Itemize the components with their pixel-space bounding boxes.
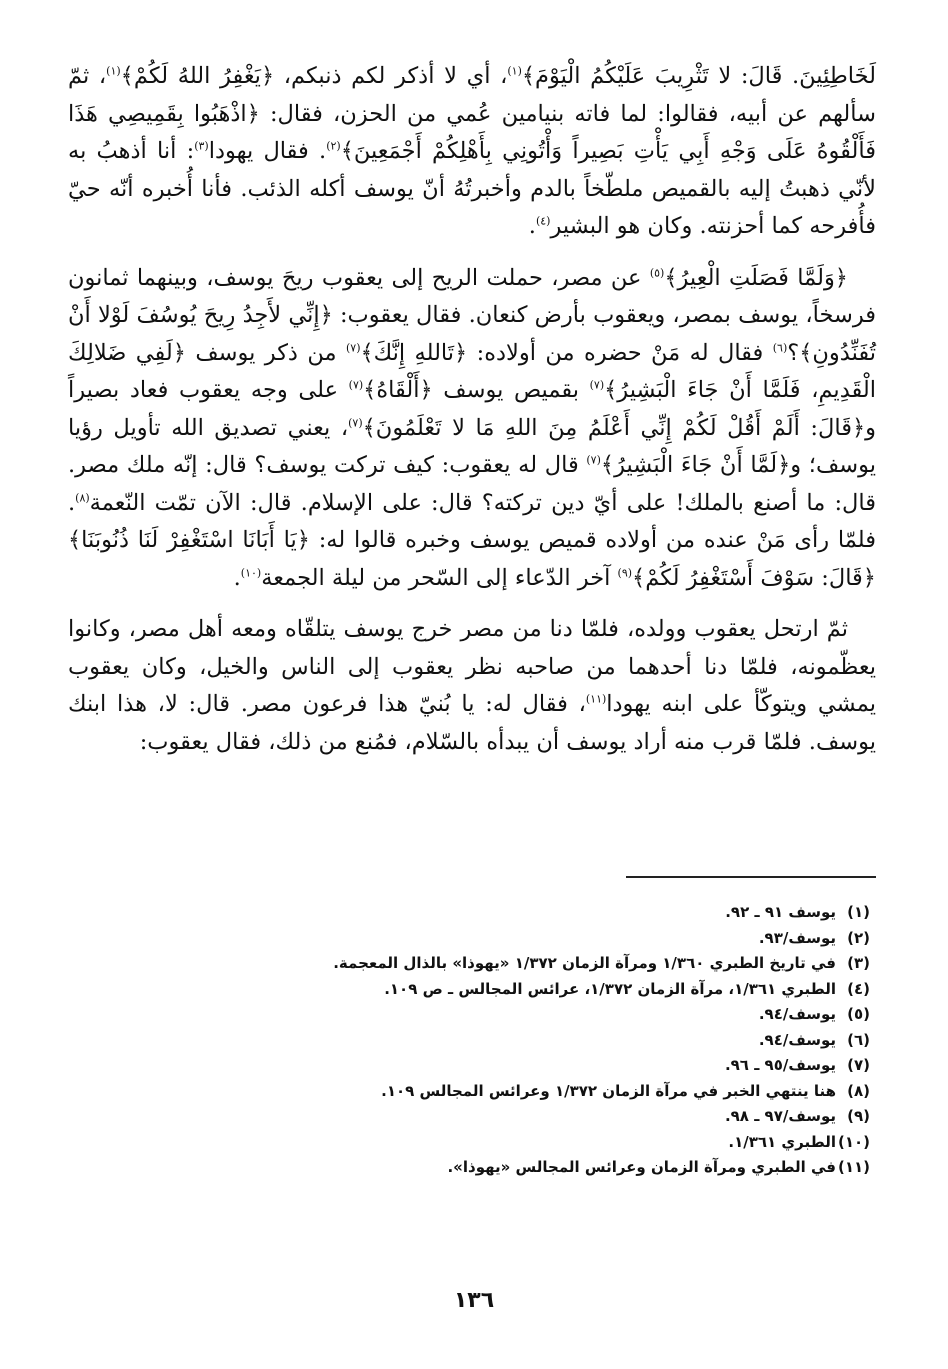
footnote-text: هنا ينتهي الخبر في مرآة الزمان ١/٣٧٢ وعرائس المجالس ١٠٩. bbox=[381, 1081, 836, 1100]
footnote-ref: (٧) bbox=[589, 378, 605, 392]
text-run: . فلمّا رأى مَنْ عنده من أولاده قميص يوسف وخبره قالوا له: ﴿يَا أَبَانَا اسْتَغْفِرْ لَنَا ذُنُوبَنَا﴾ ﴿قَالَ: سَوْفَ أَسْتَغْفِرُ لَكُمْ﴾ bbox=[68, 489, 876, 591]
paragraph-2 bbox=[68, 260, 876, 598]
text-run: . فقال يهودا bbox=[208, 138, 327, 164]
footnote-separator bbox=[626, 876, 876, 878]
text-run: قال له يعقوب: كيف تركت يوسف؟ قال: إنّه ملك مصر. قال: ما أصنع بالملك! على أيّ دين تركته؟ قال: على الإسلام. قال: الآن تمّت النّعمة bbox=[68, 452, 876, 516]
footnote-ref: (٢) bbox=[326, 139, 341, 153]
footnote-text: يوسف/٩٤. bbox=[758, 1005, 836, 1023]
footnote-ref: (١٠) bbox=[240, 566, 262, 579]
footnotes-list bbox=[80, 900, 870, 1181]
text-run: ثمّ ارتحل يعقوب وولده، فلمّا دنا من مصر خرج يوسف يتلقّاه ومعه أهل مصر، وكانوا يعظّمونه، فلمّا دنا أحدهما من صاحبه نظر يعقوب إلى الناس والخيل، وكان يعقوب يمشي ويتوكّأ على ابنه يهودا bbox=[68, 616, 876, 717]
footnote-ref: (٧) bbox=[348, 416, 363, 429]
footnote-text: يوسف/٩٣. bbox=[758, 928, 836, 947]
footnote-number: (٩) bbox=[847, 1107, 870, 1125]
page-number: ١٣٦ bbox=[453, 1288, 495, 1313]
footnote-item bbox=[80, 951, 870, 977]
footnote-ref: (٧) bbox=[348, 378, 364, 392]
footnote-number: (٥) bbox=[847, 1005, 870, 1023]
footnote-text: الطبري ١/٣٦١. bbox=[728, 1132, 836, 1151]
footnote-item bbox=[80, 900, 870, 926]
footnote-ref: (٤) bbox=[535, 214, 551, 228]
footnote-number: (١) bbox=[847, 903, 870, 921]
footnote-number: (٨) bbox=[847, 1081, 870, 1100]
footnote-item bbox=[80, 1104, 870, 1130]
footnote-text: يوسف/٩٥ ـ ٩٦. bbox=[724, 1056, 836, 1074]
text-run: ، أي لا أذكر لكم ذنبكم، ﴿يَغْفِرُ اللهُ لَكُمْ﴾ bbox=[120, 63, 508, 89]
text-run: آخر الدّعاء إلى السّحر من ليلة الجمعة bbox=[261, 564, 618, 591]
footnote-ref: (٣) bbox=[194, 139, 209, 153]
footnote-text: يوسف/٩٤. bbox=[758, 1030, 836, 1049]
text-run: من ذكر يوسف ﴿لَفِي ضَلالِكَ الْقَدِيمِ، فَلَمَّا أَنْ جَاءَ الْبَشِيرُ﴾ bbox=[68, 339, 876, 403]
footnote-ref: (٧) bbox=[586, 453, 601, 467]
footnote-number: (١١) bbox=[837, 1158, 870, 1176]
text-run: ، فقال له: يا بُنيّ هذا فرعون مصر. قال: لا، هذا ابنك يوسف. فلمّا قرب منه أراد يوسف أن يبدأه بالسّلام، فمُنع من ذلك، فقال يعقوب: bbox=[68, 691, 876, 755]
text-run: . bbox=[528, 213, 536, 239]
footnote-number: (٢) bbox=[847, 928, 870, 947]
footnote-item bbox=[80, 1155, 870, 1181]
text-run: ﴿وَلَمَّا فَصَلَتِ الْعِيرُ﴾ bbox=[664, 264, 848, 291]
footnote-ref: (٩) bbox=[617, 566, 633, 579]
footnote-text: يوسف ٩١ ـ ٩٢. bbox=[725, 903, 836, 921]
text-run: لَخَاطِئِينَ. قَالَ: لا تَثْرِيبَ عَلَيْكُمُ الْيَوْمَ﴾ bbox=[521, 63, 877, 89]
footnote-ref: (٨) bbox=[75, 491, 90, 504]
text-run: فقال له مَنْ حضره من أولاده: ﴿تَاللهِ إِنَّكَ﴾ bbox=[360, 339, 773, 366]
text-run: ، يعني تصديق الله تأويل رؤيا يوسف؛ و﴿لَمَّا أَنْ جَاءَ الْبَشِيرُ﴾ bbox=[68, 414, 876, 478]
footnote-ref: (٥) bbox=[649, 266, 665, 279]
text-run: على وجه يعقوب فعاد بصيراً و﴿قَالَ: أَلَمْ أَقُلْ لَكُمْ إِنِّي أَعْلَمُ مِنَ اللهِ مَا لا تَعْلَمُونَ﴾ bbox=[68, 377, 876, 441]
footnote-ref: (٧) bbox=[345, 341, 361, 354]
footnote-item bbox=[80, 1002, 870, 1028]
footnote-ref: (١) bbox=[507, 64, 522, 78]
footnote-text: يوسف/٩٧ ـ ٩٨. bbox=[724, 1107, 836, 1125]
main-text bbox=[68, 58, 876, 761]
text-run: عن مصر، حملت الريح إلى يعقوب ريحَ يوسف، وبينهما ثمانون فرسخاً، يوسف بمصر، ويعقوب بأرض كنعان. فقال يعقوب: ﴿إِنِّي لأَجِدُ رِيحَ يُوسُفَ لَوْلا أَنْ تُفَنِّدُونِ﴾؟ bbox=[68, 264, 877, 366]
footnote-item bbox=[80, 1130, 870, 1156]
text-run: : أنا أذهبُ به لأنّي ذهبتُ إليه بالقميص ملطّخاً بالدم وأخبرتُهُ أنّ يوسف أكله الذئب. فأنا أُخبره أنّه حيّ فأُفرحه كما أحزنته. وكان هو البشير bbox=[68, 138, 876, 239]
paragraph-3 bbox=[68, 611, 876, 761]
footnote-item bbox=[80, 1079, 870, 1105]
footnote-number: (٦) bbox=[847, 1030, 870, 1049]
footnote-ref: (١) bbox=[106, 64, 121, 78]
footnote-item bbox=[80, 926, 870, 952]
footnote-text: في الطبري ومرآة الزمان وعرائس المجالس «يهوذا». bbox=[447, 1158, 836, 1176]
footnote-number: (٤) bbox=[847, 979, 870, 998]
footnote-ref: (٦) bbox=[772, 341, 788, 354]
text-run: بقميص يوسف ﴿أَلْقَاهُ﴾ bbox=[363, 377, 590, 403]
footnote-item bbox=[80, 977, 870, 1003]
paragraph-1 bbox=[68, 58, 876, 246]
footnote-text: الطبري ١/٣٦١، مرآة الزمان ١/٣٧٢، عرائس المجالس ـ ص ١٠٩. bbox=[384, 979, 836, 998]
footnote-item bbox=[80, 1028, 870, 1054]
text-run: . bbox=[233, 564, 241, 591]
footnote-item bbox=[80, 1053, 870, 1079]
footnote-number: (٣) bbox=[847, 954, 870, 972]
text-run: ، ثمّ سألهم عن أبيه، فقالوا: لما فاته بنيامين عُمي من الحزن، فقال: ﴿اذْهَبُوا بِقَمِيصِي هَذَا فَأَلْقُوهُ عَلَى وَجْهِ أَبِي يَأْتِ بَصِيراً وَأْتُونِي بِأَهْلِكُمْ أَجْمَعِينَ﴾ bbox=[68, 63, 876, 164]
footnote-text: في تاريخ الطبري ١/٣٦٠ ومرآة الزمان ١/٣٧٢ «يهوذا» بالذال المعجمة. bbox=[333, 954, 836, 972]
footnote-number: (٧) bbox=[847, 1056, 870, 1074]
footnote-ref: (١١) bbox=[585, 692, 607, 706]
footnote-number: (١٠) bbox=[837, 1132, 870, 1151]
